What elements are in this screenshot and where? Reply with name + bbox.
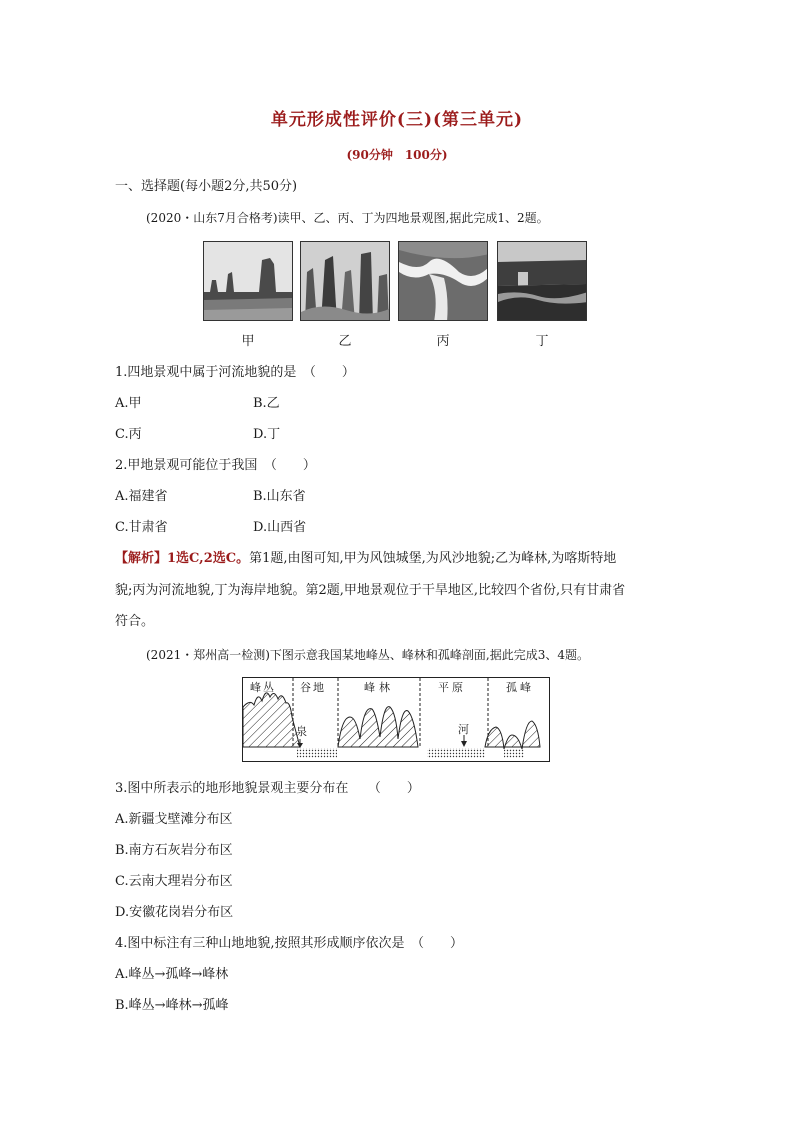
diagram-label-fenglin: 峰林	[364, 681, 394, 694]
analysis-label: 【解析】	[115, 551, 168, 566]
analysis-text-1: 第1题,由图可知,甲为风蚀城堡,为风沙地貌;乙为峰林,为喀斯特地	[249, 551, 617, 566]
question-3-option-a: A.新疆戈壁滩分布区	[115, 812, 233, 827]
photo-jia	[203, 241, 293, 321]
question-1-option-c: C.丙	[115, 427, 142, 442]
diagram-label-pingyuan: 平原	[438, 681, 466, 694]
question-4-option-b: B.峰丛→峰林→孤峰	[115, 998, 229, 1013]
analysis-line-2: 貌;丙为河流地貌,丁为海岸地貌。第2题,甲地景观位于干旱地区,比较四个省份,只有甘肃省	[115, 583, 626, 598]
diagram-label-fengcong: 峰丛	[250, 681, 276, 694]
question-intro-1: (2020・山东7月合格考)读甲、乙、丙、丁为四地景观图,据此完成1、2题。	[146, 211, 549, 225]
question-2-stem: 2.甲地景观可能位于我国 （ ）	[115, 458, 316, 473]
question-2-option-a: A.福建省	[115, 489, 168, 504]
analysis-line-3: 符合。	[115, 614, 155, 629]
question-1-option-b: B.乙	[253, 396, 280, 411]
analysis-answer: 1选C,2选C。	[167, 551, 250, 566]
photo-caption-jia: 甲	[241, 334, 255, 349]
question-3-option-c: C.云南大理岩分布区	[115, 874, 233, 889]
question-2-option-d: D.山西省	[253, 520, 307, 535]
question-4-option-a: A.峰丛→孤峰→峰林	[115, 967, 229, 982]
photo-yi	[300, 241, 390, 321]
diagram-label-river: 河	[458, 723, 469, 736]
photo-caption-ding: 丁	[535, 334, 549, 349]
question-1-option-d: D.丁	[253, 427, 281, 442]
diagram-label-gudi: 谷地	[300, 681, 326, 694]
question-1-option-a: A.甲	[115, 396, 142, 411]
diagram-label-spring: 泉	[296, 725, 307, 738]
question-3-stem: 3.图中所表示的地形地貌景观主要分布在 （ ）	[115, 781, 420, 796]
question-3-option-b: B.南方石灰岩分布区	[115, 843, 233, 858]
photo-caption-yi: 乙	[338, 334, 352, 349]
page-title: 单元形成性评价(三)(第三单元)	[270, 110, 524, 130]
analysis-line-1	[115, 550, 616, 568]
photo-caption-bing: 丙	[436, 334, 450, 349]
diagram-label-gufeng: 孤峰	[506, 681, 534, 694]
question-intro-2: (2021・郑州高一检测)下图示意我国某地峰丛、峰林和孤峰剖面,据此完成3、4题。	[146, 648, 589, 662]
page-subtitle: (90分钟 100分)	[346, 148, 448, 162]
karst-profile-diagram	[242, 677, 550, 762]
question-2-option-c: C.甘肃省	[115, 520, 168, 535]
question-2-option-b: B.山东省	[253, 489, 306, 504]
section-heading: 一、选择题(每小题2分,共50分)	[115, 179, 298, 194]
question-3-option-d: D.安徽花岗岩分布区	[115, 905, 234, 920]
question-1-stem: 1.四地景观中属于河流地貌的是 （ ）	[115, 365, 355, 380]
question-4-stem: 4.图中标注有三种山地地貌,按照其形成顺序依次是 （ ）	[115, 936, 464, 951]
photo-bing	[398, 241, 488, 321]
photo-ding	[497, 241, 587, 321]
